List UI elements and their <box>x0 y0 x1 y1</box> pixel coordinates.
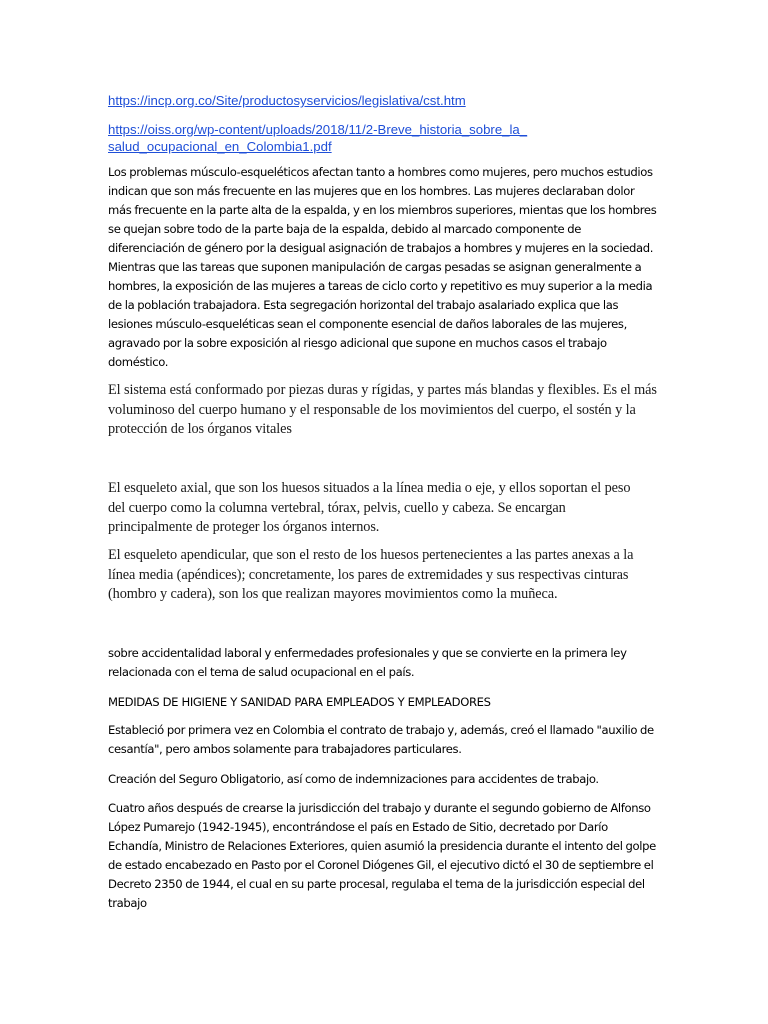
paragraph-seguro-obligatorio: Creación del Seguro Obligatorio, así como de indemnizaciones para accidentes de trabajo. <box>108 772 599 786</box>
paragraph-esqueleto-axial: El esqueleto axial, que son los huesos situados a la línea media o eje, y ellos soportan el peso del cuerpo como la columna vertebral, tórax, pelvis, cuello y cabeza. Se encargan principalmente de proteger los órganos internos. <box>108 480 631 536</box>
paragraph-musculoskeletal: Los problemas músculo-esqueléticos afectan tanto a hombres como mujeres, pero muchos estudios indican que son más frecuente en las mujeres que en los hombres. Las mujeres declaraban dolor más frecuente en la parte alta de la espalda, y en los miembros superiores, mientas que los hombres se quejan sobre todo de la parte baja de la espalda, debido al marcado componente de diferenciación de género por la desigual asignación de trabajos a hombres y mujeres en la sociedad. Mientras que las tareas que suponen manipulación de cargas pesadas se asignan generalmente a hombres, la exposición de las mujeres a tareas de ciclo corto y repetitivo es muy superior a la media de la población trabajadora. Esta segregación horizontal del trabajo asalariado explica que las lesiones músculo-esqueléticas sean el componente esencial de daños laborales de las mujeres, agravado por la sobre exposición al riesgo adicional que supone en muchos casos el trabajo doméstico. <box>108 165 657 369</box>
paragraph-esqueleto-apendicular: El esqueleto apendicular, que son el resto de los huesos pertenecientes a las partes anexas a la línea media (apéndices); concretamente, los pares de extremidades y sus respectivas cinturas (hombro y cadera), son los que realizan mayores movimientos como la muñeca. <box>108 547 634 603</box>
link-oiss-pdf[interactable]: https://oiss.org/wp-content/uploads/2018/11/2-Breve_historia_sobre_la_salud_ocupacional_en_Colombia1.pdf <box>108 122 528 154</box>
paragraph-contrato-trabajo: Estableció por primera vez en Colombia el contrato de trabajo y, además, creó el llamado "auxilio de cesantía", pero ambos solamente para trabajadores particulares. <box>108 723 654 756</box>
paragraph-jurisdiccion: Cuatro años después de crearse la jurisdicción del trabajo y durante el segundo gobierno de Alfonso López Pumarejo (1942-1945), encontrándose el país en Estado de Sitio, decretado por Darío Echandía, Ministro de Relaciones Exteriores, quien asumió la presidencia durante el intento del golpe de estado encabezado en Pasto por el Coronel Diógenes Gil, el ejecutivo dictó el 30 de septiembre el Decreto 2350 de 1944, el cual en su parte procesal, regulaba el tema de la jurisdicción especial del trabajo <box>108 801 656 910</box>
paragraph-sistema: El sistema está conformado por piezas duras y rígidas, y partes más blandas y flexibles. Es el más voluminoso del cuerpo humano y el responsable de los movimientos del cuerpo, el sostén y la protección de los órganos vitales <box>108 382 657 438</box>
paragraph-accidentalidad: sobre accidentalidad laboral y enfermedades profesionales y que se convierte en la primera ley relacionada con el tema de salud ocupacional en el país. <box>108 646 627 679</box>
section-heading-higiene: MEDIDAS DE HIGIENE Y SANIDAD PARA EMPLEADOS Y EMPLEADORES <box>108 695 491 709</box>
link-incp-cst[interactable]: https://incp.org.co/Site/productosyservicios/legislativa/cst.htm <box>108 93 466 108</box>
